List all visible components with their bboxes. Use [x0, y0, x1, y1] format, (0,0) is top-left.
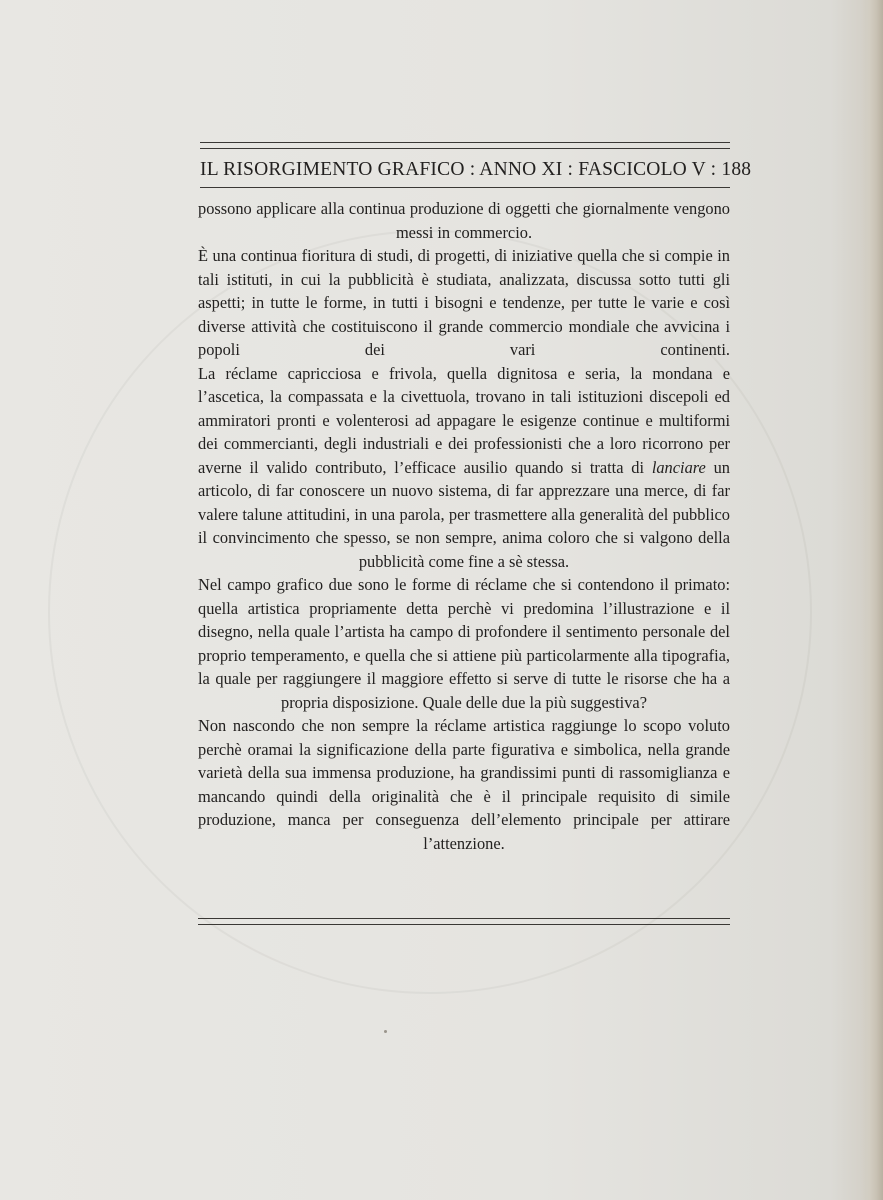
paragraph-5: Non nascondo che non sempre la réclame artistica raggiunge lo scopo voluto perchè oramai la significazione della parte figurativa e simbolica, nella grande varietà della sua immensa produzione, ha grandissimi punti di rassomiglianza e mancando quindi della originalità che è il principale requisito di simile produzione, manca per conseguenza dell’elemento principale per attirare l’attenzione.: [198, 716, 730, 853]
paragraph-2: È una continua fioritura di studi, di progetti, di iniziative quella che si compie in tali istituti, in cui la pubblicità è studiata, analizzata, discussa sotto tutti gli aspetti; in tutte le forme, in tutti i bisogni e tendenze, per tutte le varie e così diverse attività che costituiscono il grande commercio mondiale che avvicina i popoli dei vari continenti.: [198, 246, 730, 359]
running-head: IL RISORGIMENTO GRAFICO : ANNO XI : FASCICOLO V : 188: [200, 159, 752, 180]
article-body: [198, 197, 730, 855]
page-edge: [861, 0, 883, 1200]
paragraph-3-part-a: La réclame capricciosa e frivola, quella dignitosa e seria, la mondana e l’ascetica, la compassata e la civettuola, trovano in tali istituzioni discepoli ed ammiratori pronti e volenterosi ad appagare le esigenze continue e multiformi dei commercianti, degli industriali e dei professionisti che a loro ricorrono per averne il valido contributo, l’efficace ausilio quando si tratta di: [198, 363, 730, 477]
paragraph-3-italic: lanciare: [651, 457, 706, 477]
paragraph-3-part-b: un articolo, di far conoscere un nuovo sistema, di far apprezzare una merce, di far valere talune attitudini, in una parola, per trasmettere alla generalità del pubblico il convincimento che spesso, se non sempre, anima coloro che si valgono della pubblicità come fine a sè stessa.: [198, 457, 730, 571]
header-rule: [200, 187, 730, 188]
header-double-rule: [200, 142, 730, 149]
footer-double-rule: [198, 918, 730, 925]
page-header: [200, 142, 752, 188]
paragraph-4: Nel campo grafico due sono le forme di réclame che si contendono il primato: quella artistica propriamente detta perchè vi predomina l’illustrazione e il disegno, nella quale l’artista ha campo di profondere il sentimento personale del proprio temperamento, e quella che si attiene più particolarmente alla tipografia, la quale per raggiungere il maggiore effetto si serve di tutte le risorse che ha a propria disposizione. Quale delle due la più suggestiva?: [198, 575, 730, 712]
footer-rule-lines: [198, 918, 730, 925]
page-mark: [384, 1030, 387, 1033]
paragraph-1: possono applicare alla continua produzione di oggetti che giornalmente vengono messi in commercio.: [198, 199, 730, 242]
paragraph-3: [198, 362, 730, 574]
